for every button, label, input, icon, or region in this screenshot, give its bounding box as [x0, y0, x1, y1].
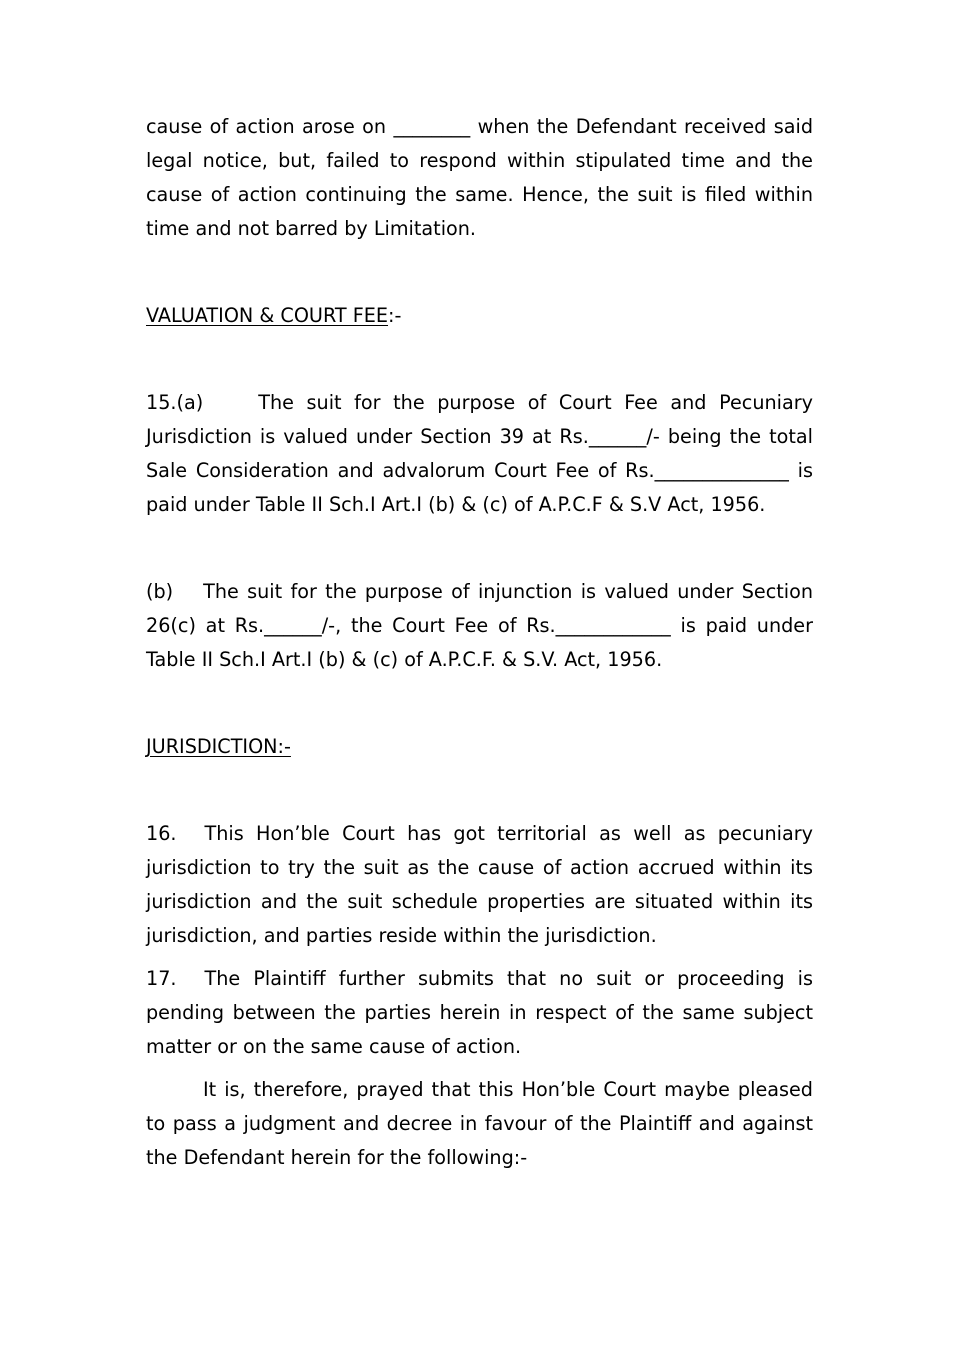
spacer	[146, 764, 813, 817]
spacer	[146, 953, 813, 962]
valuation-heading	[146, 299, 813, 333]
spacer	[146, 677, 813, 730]
valuation-heading-suffix: :-	[388, 304, 402, 327]
paragraph-16-text: This Hon’ble Court has got territorial as well as pecuniary jurisdiction to try the suit as the cause of action accrued within its jurisdiction and the suit schedule properties are situated within its jurisdiction, and parties reside within the jurisdiction.	[146, 822, 813, 947]
spacer	[146, 333, 813, 386]
jurisdiction-heading-text: JURISDICTION:-	[146, 735, 291, 758]
paragraph-17	[146, 962, 813, 1064]
spacer	[146, 522, 813, 575]
paragraph-15b	[146, 575, 813, 677]
paragraph-16	[146, 817, 813, 953]
paragraph-15a	[146, 386, 813, 522]
paragraph-15a-label: 15.(a)	[146, 391, 204, 414]
paragraph-17-text: The Plaintiff further submits that no suit or proceeding is pending between the parties herein in respect of the same subject matter or on the same cause of action.	[146, 967, 813, 1058]
jurisdiction-heading	[146, 730, 813, 764]
paragraph-15a-text: The suit for the purpose of Court Fee and Pecuniary Jurisdiction is valued under Section 39 at Rs.______/- being the total Sale Consideration and advalorum Court Fee of Rs.______________ is paid under Table II Sch.I Art.I (b) & (c) of A.P.C.F & S.V Act, 1956.	[146, 391, 813, 516]
paragraph-17-label: 17.	[146, 967, 177, 990]
valuation-heading-text: VALUATION & COURT FEE	[146, 304, 389, 327]
paragraph-16-label: 16.	[146, 822, 177, 845]
document-page	[146, 110, 813, 1175]
prayer-paragraph: It is, therefore, prayed that this Hon’ble Court maybe pleased to pass a judgment and decree in favour of the Plaintiff and against the Defendant herein for the following:-	[146, 1078, 813, 1169]
paragraph-15b-text: The suit for the purpose of injunction is valued under Section 26(c) at Rs.______/-, the Court Fee of Rs.____________ is paid under Table II Sch.I Art.I (b) & (c) of A.P.C.F. & S.V. Act, 1956.	[146, 580, 813, 671]
spacer	[146, 1064, 813, 1073]
cause-of-action-paragraph: cause of action arose on ________ when the Defendant received said legal notice, but, failed to respond within stipulated time and the cause of action continuing the same. Hence, the suit is filed within time and not barred by Limitation.	[146, 115, 813, 240]
spacer	[146, 246, 813, 299]
paragraph-15b-label: (b)	[146, 580, 174, 603]
